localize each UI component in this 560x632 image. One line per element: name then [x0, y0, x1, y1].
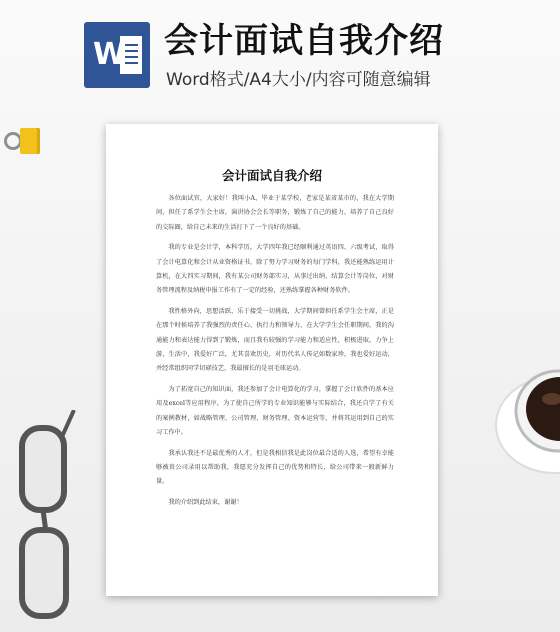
- paragraph: 我的介绍到此结束，谢谢！: [168, 498, 243, 506]
- word-icon-letter: W: [93, 37, 127, 72]
- header-banner: [0, 0, 560, 110]
- binder-clip-icon: [4, 126, 48, 156]
- banner-subtitle: Word格式/A4大小/内容可随意编辑: [166, 70, 431, 90]
- paragraph: 我的专业是会计学，本科学历，大学四年我已经顺利通过英语四、六级考试，取得了会计电算化和会计从业资格证书，除了努力学习财务的每门学科，我还能熟练运用计算机，在大四实习期间，我有某公司财务部实习，从事过出纳、结算会计等岗位，对财务管理流程及纳税申报工作有了一定的经验，还熟练掌握各种财务软件。: [156, 244, 394, 295]
- paragraph: 我承认我还不是最优秀的人才，但是我相信我是此岗位最合适的人选，希望有幸能够被贵公司录用以帮助我，我愿充分发挥自己的优势和特长，给公司带来一般新鲜力量。: [156, 449, 394, 486]
- paragraph: 我性格外向，思想活跃，乐于接受一切挑战，大学期间曾担任系学生会主席，正是在那个时候培养了我强烈的责任心、执行力和领导力，在大学学生会任职期间，我的沟通能力和表达能力得到了锻炼，而且我有较强的学习能力和适应性，积极进取，力争上游，生活中，我爱好广泛，尤其喜欢历史，对历代名人传记如数家珍，我也爱好运动，并经常组织同学切磋技艺，我最擅长的是羽毛球运动。: [156, 307, 394, 373]
- coffee-cup-image: [480, 345, 560, 475]
- word-document-icon: [84, 22, 150, 88]
- banner-title: 会计面试自我介绍: [164, 21, 444, 61]
- document-title: 会计面试自我介绍: [221, 168, 322, 183]
- document-page: [106, 124, 438, 596]
- paragraph: 为了拓宽自己的知识面，我还参加了会计电算化的学习，掌握了会计软件的基本应用及excel等应用程序，为了使自己所学的专业知识能够与实际结合，我还自学了有关的案例教材，如战略管理、公司管理、财务管理、资本运营等，并将其运用到自己的实习工作中。: [156, 385, 394, 437]
- document-body: [156, 192, 394, 516]
- eyeglasses-image: [16, 410, 86, 630]
- paragraph: 各位面试官，大家好！我叫小A，毕业于某学校，老家是某省某市的，我在大学期间，担任了系学生会主席，演讲协会会长等职务，锻炼了自己的能力，培养了自己良好的交际圈，给自己未来的生活打下了一个良好的基础。: [156, 195, 394, 231]
